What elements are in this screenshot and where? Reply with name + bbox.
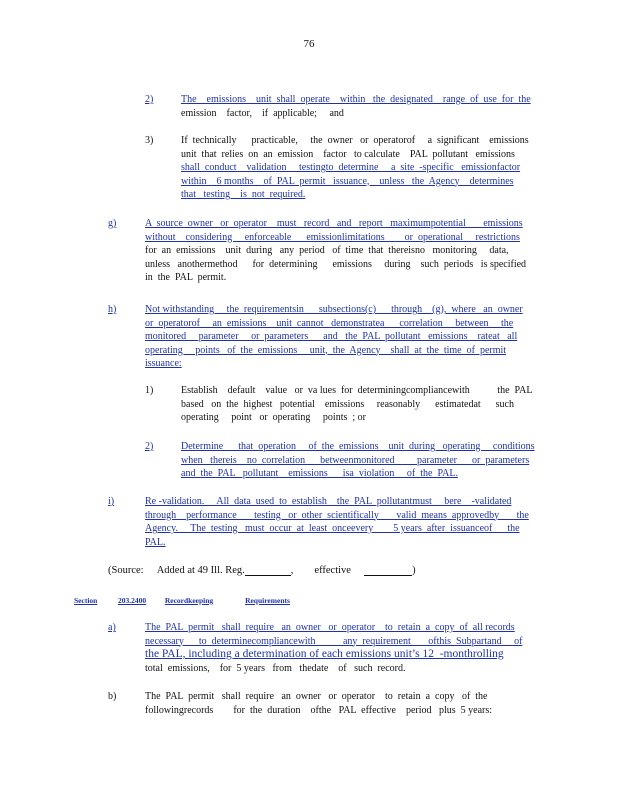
section-number: 203.2400	[117, 596, 147, 605]
text-line: operating point or operating points ; or	[181, 412, 366, 423]
item-label: 1)	[145, 385, 154, 396]
text-line: issuance:	[145, 358, 182, 369]
item-label: 2)	[145, 94, 154, 105]
section-title: Recordkeeping	[164, 596, 214, 605]
text-line: Not withstanding the requirementsin subsections(c) through (g), where an owner	[145, 304, 523, 315]
text-line: the PAL, including a determination of each emissions unit’s 12 -monthrolling	[145, 648, 504, 660]
text-line: necessary to determinecompliancewith any requirement ofthis Subpartand of	[145, 635, 523, 647]
text-line: and the PAL pollutant emissions isa violation of the PAL.	[181, 468, 458, 479]
text-line: through performance testing or other scientifically valid means approvedby the	[145, 509, 529, 521]
item-label: 3)	[145, 135, 154, 146]
item-text	[145, 303, 523, 371]
text-line: The PAL permit shall require an owner or operator to retain a copy of all records	[145, 622, 515, 633]
text-line: unless anothermethod for determining emissions during such periods is specified	[145, 258, 527, 270]
text-line: Establish default value or va lues for determiningcompliancewith the PAL	[181, 385, 533, 396]
section-heading	[74, 596, 290, 605]
section-label: Section	[74, 596, 98, 605]
text-line: Agency. The testing must occur at least onceevery 5 years after issuanceof the	[145, 523, 520, 534]
text-line: emission factor, if applicable; and	[181, 107, 344, 119]
source-added: Added at 49 Ill. Reg.	[156, 565, 245, 576]
text-line: that testing is not required.	[181, 189, 306, 200]
text-line: or operatorof an emissions unit cannot demonstratea correlation between the	[145, 317, 514, 329]
text-line: The emissions unit shall operate within the designated range of use for the	[181, 94, 531, 105]
item-text	[181, 93, 531, 120]
item-text	[145, 621, 522, 675]
item-label: 2)	[145, 441, 154, 452]
text-line: Determine that operation of the emissions unit during operating conditions	[181, 441, 535, 452]
item-text	[145, 217, 526, 285]
source-note	[108, 565, 416, 576]
text-line: PAL.	[145, 536, 166, 548]
text-line: shall conduct validation testingto determine a site -specific emissionfactor	[181, 162, 521, 173]
effective-date-blank	[364, 565, 412, 576]
text-line: without considering enforceable emissionlimitations or operational restrictions	[145, 231, 520, 243]
text-line: A source owner or operator must record and report maximumpotential emissions	[145, 218, 523, 229]
source-close: )	[412, 565, 416, 576]
text-line: Re -validation. All data used to establish the PAL pollutantmust bere -validated	[145, 496, 512, 507]
item-text	[181, 440, 535, 481]
text-line: within 6 months of PAL permit issuance, unless the Agency determines	[181, 175, 514, 187]
text-line: total emissions, for 5 years from thedate of such record.	[145, 662, 406, 674]
page-number: 76	[303, 38, 315, 50]
item-label: i)	[108, 496, 115, 507]
item-label: h)	[108, 304, 117, 315]
text-line: when thereis no correlation betweenmonitored parameter or parameters	[181, 454, 530, 466]
section-title-2: Requirements	[245, 596, 290, 605]
register-blank	[245, 565, 291, 576]
text-line: based on the highest potential emissions reasonably estimatedat such	[181, 398, 514, 410]
text-line: If technically practicable, the owner or operatorof a significant emissions	[181, 135, 529, 146]
text-line: monitored parameter or parameters and the PAL pollutant emissions rateat all	[145, 331, 518, 342]
source-comma: ,	[290, 565, 294, 576]
source-effective: effective	[314, 565, 351, 576]
item-text	[181, 134, 529, 202]
item-label: g)	[108, 218, 117, 229]
text-line: in the PAL permit.	[145, 272, 227, 283]
item-label: b)	[108, 691, 117, 702]
item-text	[181, 384, 533, 425]
text-line: operating points of the emissions unit, the Agency shall at the time of permit	[145, 344, 507, 356]
text-line: followingrecords for the duration ofthe PAL effective period plus 5 years:	[145, 704, 493, 716]
item-text	[145, 495, 529, 549]
text-line: unit that relies on an emission factor to calculate PAL pollutant emissions	[181, 148, 515, 160]
source-open: (Source:	[108, 565, 144, 576]
item-label: a)	[108, 622, 116, 633]
text-line: The PAL permit shall require an owner or operator to retain a copy of the	[145, 691, 488, 702]
item-text	[145, 690, 492, 717]
text-line: for an emissions unit during any period of time that thereisno monitoring data,	[145, 245, 509, 256]
